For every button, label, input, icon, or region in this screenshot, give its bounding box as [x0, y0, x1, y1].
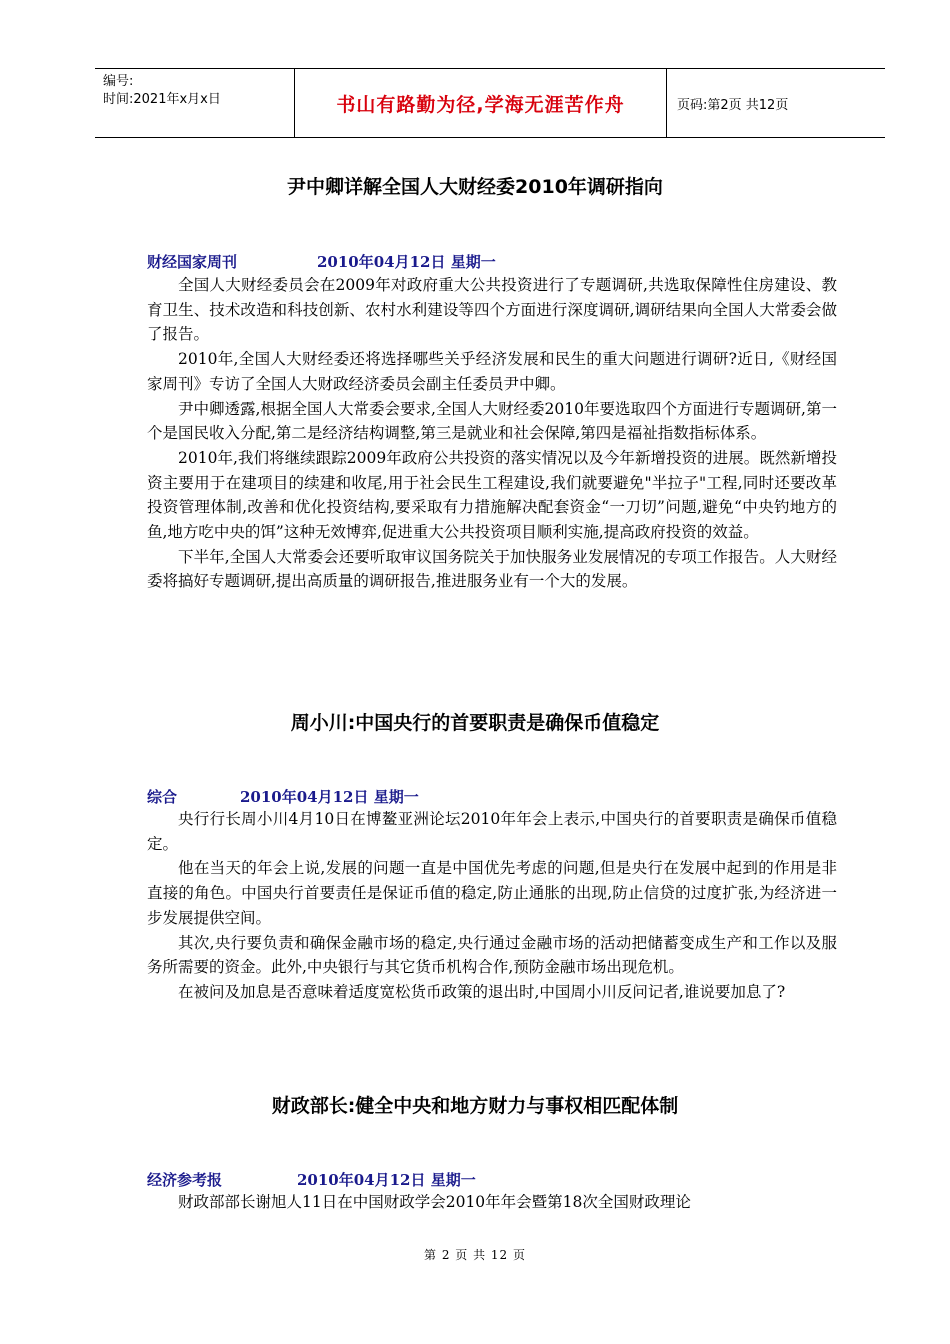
- header-meta-cell: [95, 69, 295, 137]
- article-source: 综合: [147, 788, 178, 806]
- header-motto: 书山有路勤为径,学海无涯苦作舟: [295, 69, 667, 137]
- article-date: 2010年04月12日 星期一: [297, 1171, 476, 1189]
- article-body: [147, 273, 837, 594]
- paragraph: 央行行长周小川4月10日在博鳌亚洲论坛2010年年会上表示,中国央行的首要职责是确保币值稳定。: [147, 810, 837, 853]
- paragraph: 在被问及加息是否意味着适度宽松货币政策的退出时,中国周小川反问记者,谁说要加息了?: [178, 982, 786, 1001]
- article-title: 财政部长:健全中央和地方财力与事权相匹配体制: [271, 1095, 679, 1117]
- paragraph: 2010年,全国人大财经委还将选择哪些关乎经济发展和民生的重大问题进行调研?近日,《财经国家周刊》专访了全国人大财政经济委员会副主任委员尹中卿。: [147, 350, 837, 393]
- page-footer: 第 2 页 共 12 页: [424, 1248, 526, 1262]
- article-source: 经济参考报: [147, 1171, 223, 1189]
- page-header: [95, 68, 885, 138]
- paragraph: 其次,央行要负责和确保金融市场的稳定,央行通过金融市场的活动把储蓄变成生产和工作以及服务所需要的资金。此外,中央银行与其它货币机构合作,预防金融市场出现危机。: [147, 933, 837, 977]
- paragraph: 尹中卿透露,根据全国人大常委会要求,全国人大财经委2010年要选取四个方面进行专题调研,第一个是国民收入分配,第二是经济结构调整,第三是就业和社会保障,第四是福祉指数指标体系。: [147, 399, 837, 443]
- article-body: [147, 807, 837, 1005]
- number-label: 编号:: [103, 74, 134, 89]
- article-meta: [147, 1169, 476, 1190]
- paragraph: 财政部部长谢旭人11日在中国财政学会2010年年会暨第18次全国财政理论: [178, 1193, 691, 1211]
- article-title: 尹中卿详解全国人大财经委2010年调研指向: [287, 176, 663, 198]
- article-body: [147, 1190, 837, 1215]
- paragraph: 2010年,我们将继续跟踪2009年政府公共投资的落实情况以及今年新增投资的进展。既然新增投资主要用于在建项目的续建和收尾,用于社会民生工程建设,我们就要避免"半拉子"工程,同时还要改革投资管理体制,改善和优化投资结构,要采取有力措施解决配套资金“一刀切”问题,避免“中央钓地方的鱼,地方吃中央的饵”这种无效博弈,促进重大公共投资项目顺利实施,提高政府投资的效益。: [147, 448, 837, 542]
- article-title: 周小川:中国央行的首要职责是确保币值稳定: [290, 712, 660, 734]
- article-date: 2010年04月12日 星期一: [240, 788, 419, 806]
- article-source: 财经国家周刊: [147, 253, 238, 271]
- paragraph: 他在当天的年会上说,发展的问题一直是中国优先考虑的问题,但是央行在发展中起到的作用是非直接的角色。中国央行首要责任是保证币值的稳定,防止通胀的出现,防止信贷的过度扩张,为经济进一步发展提供空间。: [147, 859, 837, 927]
- article-meta: [147, 251, 496, 272]
- paragraph: 全国人大财经委员会在2009年对政府重大公共投资进行了专题调研,共选取保障性住房建设、教育卫生、技术改造和科技创新、农村水利建设等四个方面进行深度调研,调研结果向全国人大常委会做了报告。: [147, 276, 837, 344]
- header-page-info: 页码:第2页 共12页: [677, 97, 789, 113]
- article-meta: [147, 786, 419, 807]
- paragraph: 下半年,全国人大常委会还要听取审议国务院关于加快服务业发展情况的专项工作报告。人大财经委将搞好专题调研,提出高质量的调研报告,推进服务业有一个大的发展。: [147, 547, 837, 591]
- article-date: 2010年04月12日 星期一: [317, 253, 496, 271]
- time-label: 时间:2021年x月x日: [103, 92, 221, 107]
